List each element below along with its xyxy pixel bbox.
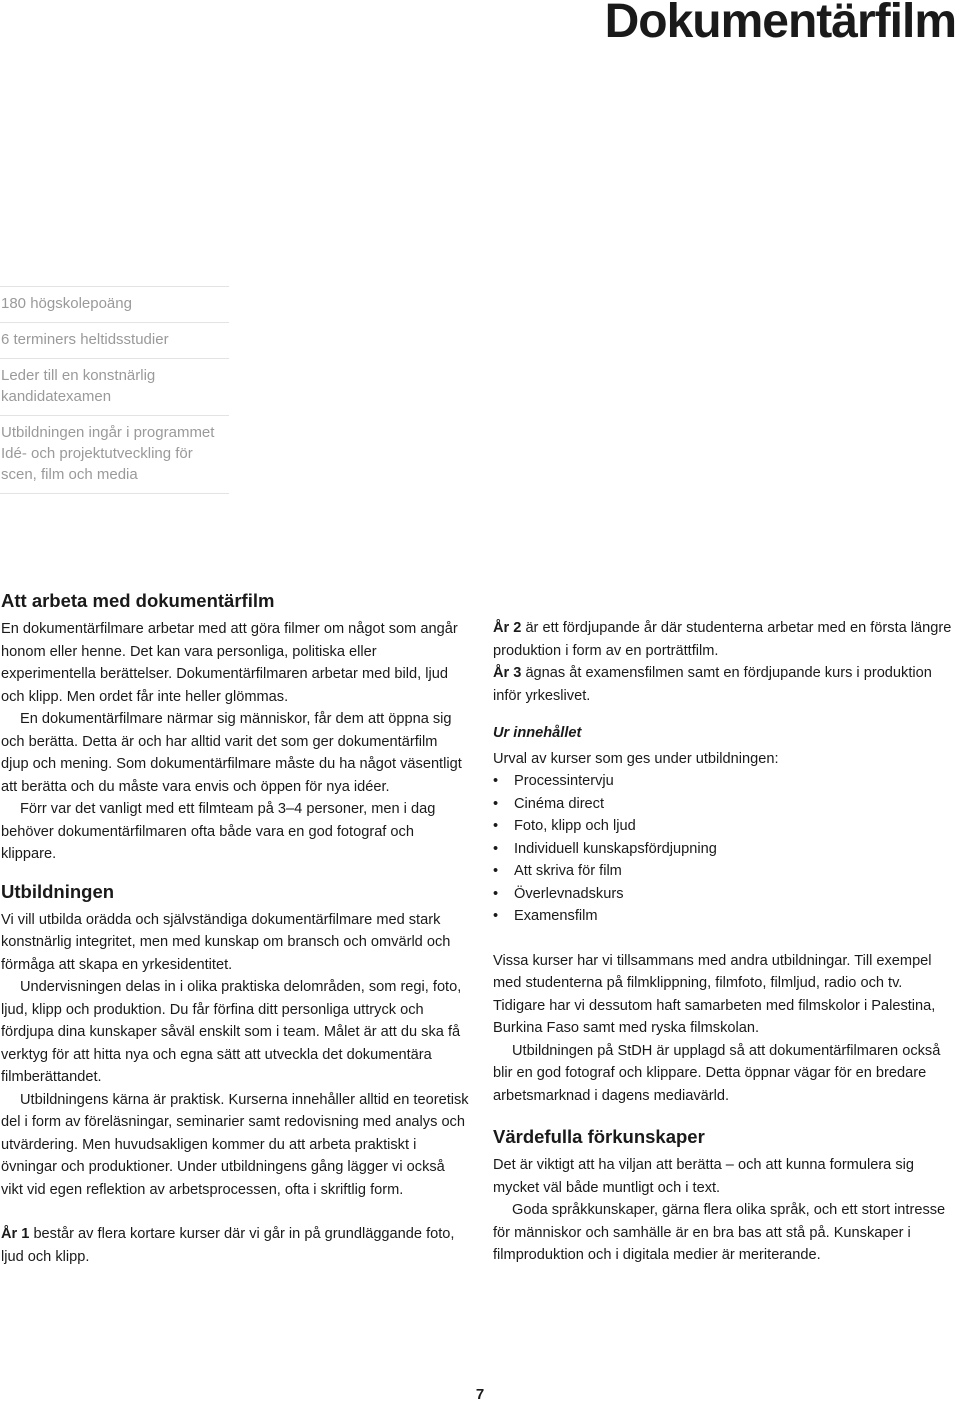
page-number: 7 — [475, 1386, 485, 1403]
course-item: • Överlevnadskurs — [493, 883, 958, 906]
course-list — [493, 770, 958, 928]
course-item: • Individuell kunskapsfördjupning — [493, 838, 958, 861]
year-2-text: är ett fördjupande år där studenterna arbetar med en första längre produktion i form av en porträttfilm. — [493, 620, 952, 659]
facts-sidebar — [0, 286, 229, 494]
heading-work: Att arbeta med dokumentärfilm — [1, 590, 275, 611]
course-item: • Att skriva för film — [493, 860, 958, 883]
bullet-icon: • — [493, 795, 499, 812]
bullet-icon: • — [493, 818, 499, 834]
paragraph: En dokumentärfilmare arbetar med att göra filmer om något som angår honom eller henne. Det kan vara personliga, politiska eller experimentella berättelser. Dokumentärfilmaren arbetar med bild, ljud och klipp. Men ordet får inte heller glömmas. — [1, 621, 458, 705]
fact-degree: Leder till en konstnärlig kandidatexamen — [0, 358, 229, 415]
year-1-text: består av flera kortare kurser där vi går in på grundläggande foto, ljud och klipp. — [1, 1226, 455, 1265]
paragraph: Undervisningen delas in i olika praktiska delområden, som regi, foto, ljud, klipp och produktion. Du får förfina ditt personliga uttryck och fördjupa dina kunskaper såväl enskilt som i team. Målet är att du ska få verktyg för att hitta nya och egna sätt att utveckla det dokumentära filmberättandet. — [1, 979, 462, 1085]
year-3-paragraph — [493, 662, 958, 707]
bullet-icon: • — [493, 885, 499, 902]
fact-credits: 180 högskolepoäng — [0, 286, 229, 322]
course-item: • Examensfilm — [493, 905, 958, 928]
bullet-icon: • — [493, 863, 499, 879]
heading-prior-knowledge: Värdefulla förkunskaper — [493, 1126, 705, 1147]
year-1-label: År 1 — [1, 1226, 30, 1242]
course-item: • Foto, klipp och ljud — [493, 815, 958, 838]
paragraph: En dokumentärfilmare närmar sig människor, får dem att öppna sig och berätta. Detta är och har alltid varit det som ger dokumentärfilm djup och mening. Som dokumentärfilmare måste du ha något väsentligt att berätta och du måste vara envis och öppen för nya idéer. — [1, 711, 462, 795]
paragraph: Vissa kurser har vi tillsammans med andra utbildningar. Till exempel med studenterna på filmklippning, filmfoto, filmljud, radio och tv. Tidigare har vi dessutom haft samarbeten med filmskolor i Palestina, Burkina Faso samt med ryska filmskolan. — [493, 952, 936, 1036]
fact-programme: Utbildningen ingår i programmet Idé- och projektutveckling för scen, film och media — [0, 415, 229, 494]
left-column — [1, 588, 469, 1268]
heading-education: Utbildningen — [1, 880, 115, 902]
course-item: • Processintervju — [493, 770, 958, 793]
year-3-label: År 3 — [493, 665, 522, 681]
paragraph: Utbildningens kärna är praktisk. Kurserna innehåller alltid en teoretisk del i form av föreläsningar, seminarier samt redovisning med analys och utvärdering. Men huvudsakligen kommer du att arbeta praktiskt i övningar och produktioner. Under utbildningens gång lägger vi också vikt vid egen reflektion av arbetsprocessen, ofta i skriftlig form. — [1, 1091, 469, 1198]
contents-heading: Ur innehållet — [493, 725, 582, 741]
paragraph: Goda språkkunskaper, gärna flera olika språk, och ett stort intresse för människor och samhälle är en bra bas att stå på. Kunskaper i filmproduktion och i digitala medier är meriterande. — [493, 1202, 946, 1263]
page-title: Dokumentärfilm — [604, 0, 956, 48]
paragraph: Utbildningen på StDH är upplagd så att dokumentärfilmaren också blir en god fotograf och klippare. Detta öppnar vägar för en bredare arbetsmarknad i dagens mediavärld. — [493, 1042, 941, 1104]
year-2-paragraph — [493, 617, 958, 662]
paragraph: Det är viktigt att ha viljan att berätta – och att kunna formulera sig mycket väl både muntligt och i text. — [493, 1157, 915, 1196]
bullet-icon: • — [493, 840, 499, 857]
year-2-label: År 2 — [493, 620, 522, 636]
bullet-icon: • — [493, 773, 499, 789]
bullet-icon: • — [493, 908, 499, 924]
paragraph: Förr var det vanligt med ett filmteam på 3–4 personer, men i dag behöver dokumentärfilmaren ofta både vara en god fotograf och klippare. — [1, 801, 436, 862]
right-column — [493, 617, 958, 1267]
contents-intro: Urval av kurser som ges under utbildningen: — [493, 750, 779, 767]
fact-duration: 6 terminers heltidsstudier — [0, 322, 229, 358]
year-3-text: ägnas åt examensfilmen samt en fördjupande kurs i produktion inför yrkeslivet. — [493, 665, 932, 704]
year-1-paragraph — [1, 1223, 469, 1268]
course-item: • Cinéma direct — [493, 793, 958, 816]
paragraph: Vi vill utbilda orädda och självständiga dokumentärfilmare med stark konstnärlig integritet, men med kunskap om bransch och omvärld och förmåga att skapa en yrkesidentitet. — [1, 911, 451, 973]
